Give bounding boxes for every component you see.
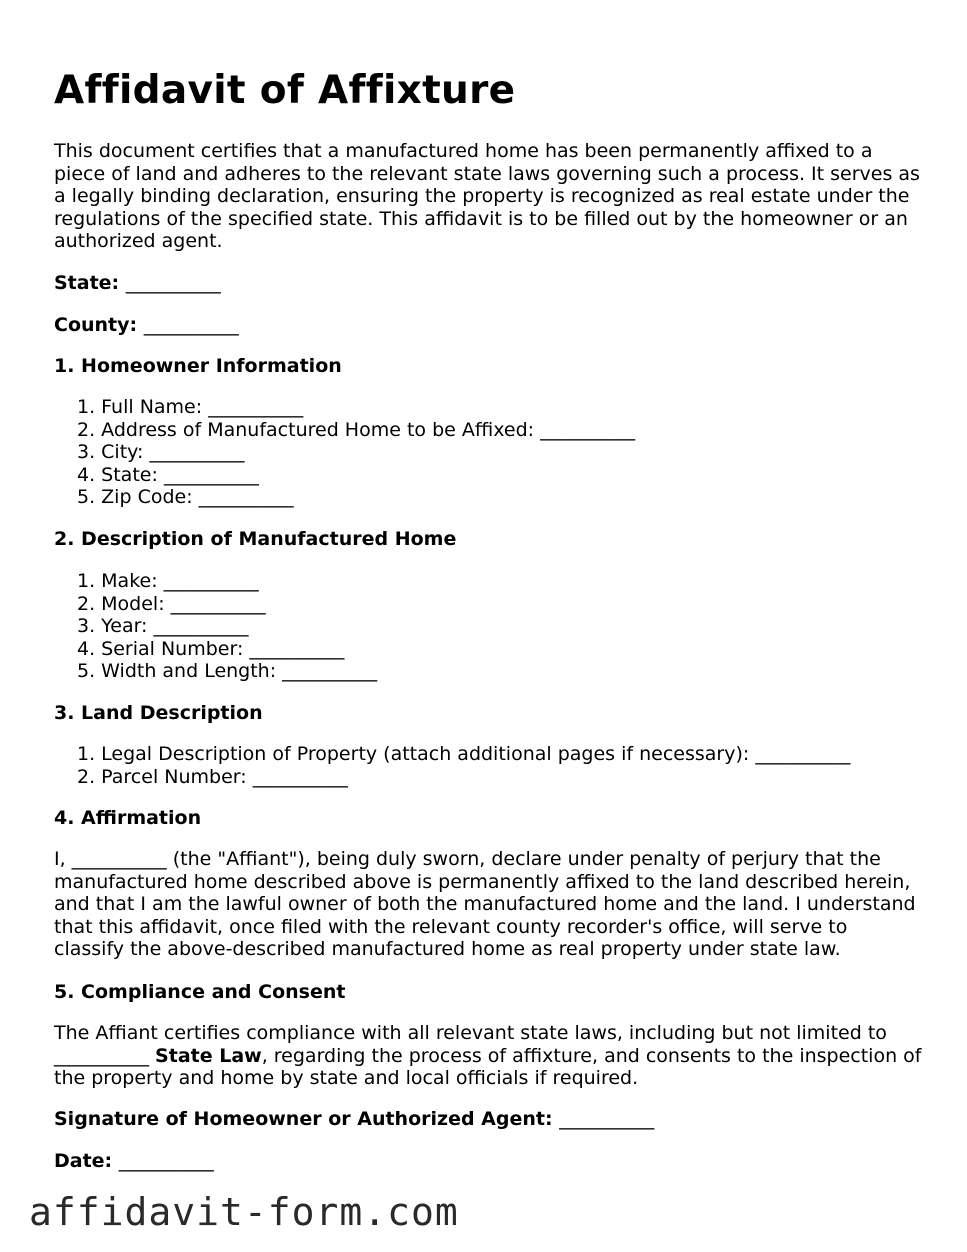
date-field xyxy=(54,1150,214,1172)
compliance-text-before: The Affiant certifies compliance with all relevant state laws, including but not limited to __________ xyxy=(54,1022,887,1067)
state-field xyxy=(54,272,221,294)
list-item[interactable]: 2. Address of Manufactured Home to be Affixed: __________ xyxy=(77,418,636,441)
section-heading-affirmation: 4. Affirmation xyxy=(54,807,202,829)
state-law-text: State Law xyxy=(155,1044,262,1067)
list-item[interactable]: 1. Make: __________ xyxy=(77,570,259,592)
county-blank[interactable]: __________ xyxy=(143,314,239,336)
section-heading-compliance: 5. Compliance and Consent xyxy=(54,981,346,1003)
list-item[interactable]: 4. State: __________ xyxy=(77,463,259,486)
section-heading-homeowner: 1. Homeowner Information xyxy=(54,355,342,377)
homeowner-list xyxy=(77,396,635,509)
state-blank[interactable]: __________ xyxy=(125,272,221,294)
list-item[interactable]: 2. Model: __________ xyxy=(77,592,266,615)
land-description-list xyxy=(77,743,850,788)
list-item[interactable]: 3. City: __________ xyxy=(77,441,245,464)
date-label: Date: xyxy=(54,1150,113,1172)
signature-blank[interactable]: __________ xyxy=(559,1108,655,1130)
section-heading-land: 3. Land Description xyxy=(54,702,263,724)
list-item[interactable]: 3. Year: __________ xyxy=(77,615,249,638)
county-label: County: xyxy=(54,314,138,336)
list-item[interactable]: 1. Legal Description of Property (attach additional pages if necessary): __________ xyxy=(77,743,851,765)
signature-field xyxy=(54,1108,654,1130)
watermark-text: affidavit-form.com xyxy=(29,1190,459,1234)
list-item[interactable]: 4. Serial Number: __________ xyxy=(77,637,345,660)
list-item[interactable]: 5. Width and Length: __________ xyxy=(77,660,378,683)
list-item[interactable]: 5. Zip Code: __________ xyxy=(77,486,294,509)
compliance-paragraph xyxy=(54,1022,922,1090)
intro-paragraph: This document certifies that a manufactured home has been permanently affixed to a piece of land and adheres to the relevant state laws governing such a process. It serves as a legally binding declaration, ensuring the property is recognized as real estate under the regulations of the specified state. This affidavit is to be filled out by the homeowner or an authorized agent. xyxy=(54,140,920,253)
page-title: Affidavit of Affixture xyxy=(54,68,516,113)
signature-label: Signature of Homeowner or Authorized Agent: xyxy=(54,1108,553,1130)
list-item[interactable]: 2. Parcel Number: __________ xyxy=(77,765,348,788)
date-blank[interactable]: __________ xyxy=(118,1150,214,1172)
state-label: State: xyxy=(54,272,120,294)
list-item[interactable]: 1. Full Name: __________ xyxy=(77,396,304,418)
section-heading-home: 2. Description of Manufactured Home xyxy=(54,528,457,550)
compliance-text-after: , regarding the process of affixture, and consents to the inspection of the property and home by state and local officials if required. xyxy=(54,1044,922,1090)
county-field xyxy=(54,314,239,336)
affirmation-paragraph: I, __________ (the "Affiant"), being duly sworn, declare under penalty of perjury that the manufactured home described above is permanently affixed to the land described herein, and that I am the lawful owner of both the manufactured home and the land. I understand that this affidavit, once filed with the relevant county recorder's office, will serve to classify the above-described manufactured home as real property under state law. xyxy=(54,848,916,961)
home-description-list xyxy=(77,570,377,683)
